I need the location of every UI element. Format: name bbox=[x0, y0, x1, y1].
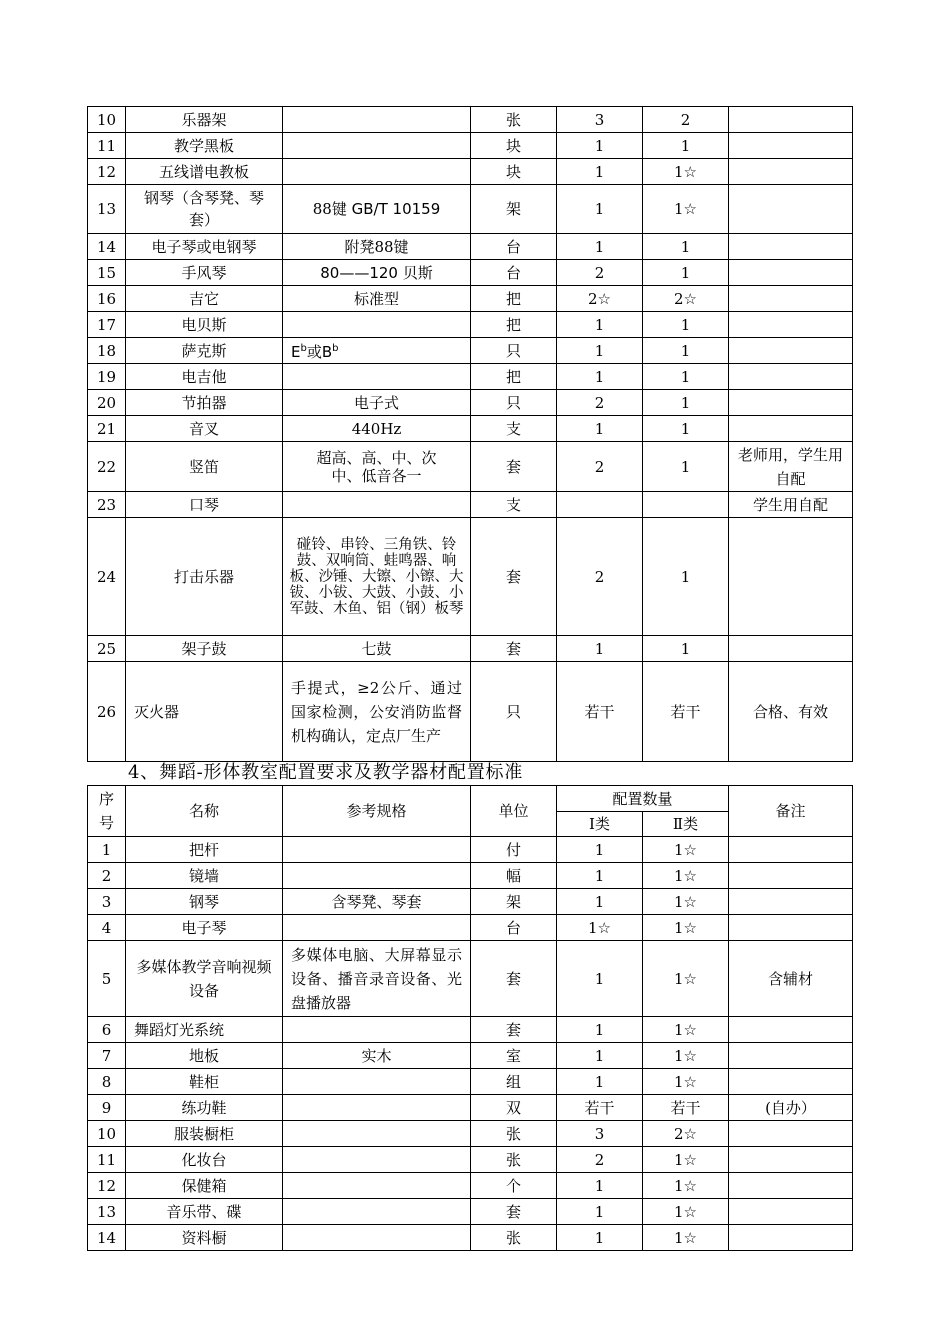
section-heading: 4、舞蹈-形体教室配置要求及教学器材配置标准 bbox=[128, 762, 524, 783]
item-name: 吉它 bbox=[126, 286, 283, 312]
qty-class-2: 1☆ bbox=[643, 1147, 729, 1173]
table-row bbox=[88, 1043, 853, 1069]
item-spec: 附凳88键 bbox=[283, 234, 471, 260]
qty-class-1: 1 bbox=[557, 234, 643, 260]
qty-class-1: 3 bbox=[557, 107, 643, 133]
item-name: 练功鞋 bbox=[126, 1095, 283, 1121]
qty-class-2: 1☆ bbox=[643, 915, 729, 941]
qty-class-1: 2 bbox=[557, 518, 643, 636]
item-spec bbox=[283, 133, 471, 159]
item-note bbox=[729, 1199, 853, 1225]
flat-sign: b bbox=[300, 343, 307, 354]
item-note bbox=[729, 133, 853, 159]
table-row bbox=[88, 286, 853, 312]
item-name: 电吉他 bbox=[126, 364, 283, 390]
item-note bbox=[729, 518, 853, 636]
qty-class-2: 1 bbox=[643, 636, 729, 662]
item-unit: 把 bbox=[471, 286, 557, 312]
item-spec bbox=[283, 107, 471, 133]
qty-class-2: 1☆ bbox=[643, 889, 729, 915]
row-number: 17 bbox=[88, 312, 126, 338]
row-number: 23 bbox=[88, 492, 126, 518]
header-name: 名称 bbox=[126, 786, 283, 837]
item-note: 老师用，学生用自配 bbox=[729, 442, 853, 492]
item-note bbox=[729, 416, 853, 442]
qty-class-1: 1 bbox=[557, 1069, 643, 1095]
spec-suffix: 贝斯 bbox=[402, 263, 433, 282]
item-note bbox=[729, 837, 853, 863]
qty-class-2: 1☆ bbox=[643, 837, 729, 863]
item-spec: 电子式 bbox=[283, 390, 471, 416]
row-number: 8 bbox=[88, 1069, 126, 1095]
qty-class-1: 1 bbox=[557, 636, 643, 662]
qty-class-2: 1 bbox=[643, 390, 729, 416]
table-row bbox=[88, 915, 853, 941]
qty-class-2: 1☆ bbox=[643, 1173, 729, 1199]
item-name: 资料橱 bbox=[126, 1225, 283, 1251]
qty-class-2: 1 bbox=[643, 260, 729, 286]
qty-class-2: 1☆ bbox=[643, 1225, 729, 1251]
spec-key-a: E bbox=[291, 343, 301, 361]
qty-class-1: 1 bbox=[557, 1199, 643, 1225]
table-row bbox=[88, 662, 853, 762]
item-unit: 张 bbox=[471, 1225, 557, 1251]
table-row bbox=[88, 107, 853, 133]
item-name: 地板 bbox=[126, 1043, 283, 1069]
table-row bbox=[88, 1225, 853, 1251]
item-unit: 只 bbox=[471, 662, 557, 762]
item-note bbox=[729, 260, 853, 286]
qty-class-2 bbox=[643, 492, 729, 518]
item-unit: 台 bbox=[471, 260, 557, 286]
item-note bbox=[729, 1147, 853, 1173]
item-name: 手风琴 bbox=[126, 260, 283, 286]
row-number: 20 bbox=[88, 390, 126, 416]
qty-class-1: 1 bbox=[557, 364, 643, 390]
item-spec bbox=[283, 1121, 471, 1147]
row-number: 11 bbox=[88, 1147, 126, 1173]
qty-class-2: 1☆ bbox=[643, 1017, 729, 1043]
header-spec: 参考规格 bbox=[283, 786, 471, 837]
item-unit: 套 bbox=[471, 442, 557, 492]
item-spec bbox=[283, 312, 471, 338]
qty-class-1: 1 bbox=[557, 338, 643, 364]
table-row bbox=[88, 863, 853, 889]
dance-equipment-table bbox=[87, 785, 853, 1251]
qty-class-2: 若干 bbox=[643, 662, 729, 762]
header-unit: 单位 bbox=[471, 786, 557, 837]
item-spec bbox=[283, 1173, 471, 1199]
item-spec bbox=[283, 492, 471, 518]
item-name: 镜墙 bbox=[126, 863, 283, 889]
qty-class-1 bbox=[557, 492, 643, 518]
table-row bbox=[88, 518, 853, 636]
item-name: 架子鼓 bbox=[126, 636, 283, 662]
item-name: 保健箱 bbox=[126, 1173, 283, 1199]
item-note: 合格、有效 bbox=[729, 662, 853, 762]
row-number: 10 bbox=[88, 1121, 126, 1147]
row-number: 7 bbox=[88, 1043, 126, 1069]
item-spec: 多媒体电脑、大屏幕显示设备、播音录音设备、光盘播放器 bbox=[283, 941, 471, 1017]
item-unit: 幅 bbox=[471, 863, 557, 889]
qty-class-1: 若干 bbox=[557, 662, 643, 762]
item-unit: 组 bbox=[471, 1069, 557, 1095]
item-name: 钢琴（含琴凳、琴套） bbox=[126, 185, 283, 234]
item-unit: 块 bbox=[471, 159, 557, 185]
table-row bbox=[88, 185, 853, 234]
item-unit: 把 bbox=[471, 312, 557, 338]
qty-class-1: 2 bbox=[557, 442, 643, 492]
row-number: 12 bbox=[88, 159, 126, 185]
row-number: 15 bbox=[88, 260, 126, 286]
qty-class-2: 1☆ bbox=[643, 1069, 729, 1095]
row-number: 21 bbox=[88, 416, 126, 442]
item-unit: 架 bbox=[471, 185, 557, 234]
item-note bbox=[729, 312, 853, 338]
table-row bbox=[88, 889, 853, 915]
item-note bbox=[729, 390, 853, 416]
table-row bbox=[88, 364, 853, 390]
row-number: 19 bbox=[88, 364, 126, 390]
table-row bbox=[88, 234, 853, 260]
item-spec: 七鼓 bbox=[283, 636, 471, 662]
item-name: 服装橱柜 bbox=[126, 1121, 283, 1147]
qty-class-1: 1 bbox=[557, 837, 643, 863]
item-unit: 只 bbox=[471, 390, 557, 416]
item-note bbox=[729, 286, 853, 312]
item-unit: 张 bbox=[471, 1121, 557, 1147]
table-row bbox=[88, 1147, 853, 1173]
table-row bbox=[88, 312, 853, 338]
item-note bbox=[729, 1017, 853, 1043]
item-spec bbox=[283, 1225, 471, 1251]
row-number: 13 bbox=[88, 1199, 126, 1225]
item-unit: 只 bbox=[471, 338, 557, 364]
qty-class-1: 1 bbox=[557, 863, 643, 889]
qty-class-1: 1 bbox=[557, 185, 643, 234]
item-spec bbox=[283, 338, 471, 364]
item-note: (自办） bbox=[729, 1095, 853, 1121]
item-name: 电贝斯 bbox=[126, 312, 283, 338]
item-name: 化妆台 bbox=[126, 1147, 283, 1173]
table-row bbox=[88, 1095, 853, 1121]
qty-class-1: 2☆ bbox=[557, 286, 643, 312]
qty-class-1: 若干 bbox=[557, 1095, 643, 1121]
qty-class-2: 2☆ bbox=[643, 1121, 729, 1147]
item-name: 口琴 bbox=[126, 492, 283, 518]
row-number: 11 bbox=[88, 133, 126, 159]
qty-class-1: 1 bbox=[557, 1017, 643, 1043]
row-number: 9 bbox=[88, 1095, 126, 1121]
row-number: 12 bbox=[88, 1173, 126, 1199]
item-note bbox=[729, 1225, 853, 1251]
row-number: 26 bbox=[88, 662, 126, 762]
qty-class-2: 1☆ bbox=[643, 185, 729, 234]
item-unit: 双 bbox=[471, 1095, 557, 1121]
item-note bbox=[729, 338, 853, 364]
table-row bbox=[88, 159, 853, 185]
header-class-2: Ⅱ类 bbox=[643, 812, 729, 837]
item-note bbox=[729, 889, 853, 915]
qty-class-1: 1 bbox=[557, 1225, 643, 1251]
item-note bbox=[729, 185, 853, 234]
qty-class-2: 1☆ bbox=[643, 1199, 729, 1225]
item-name: 灭火器 bbox=[126, 662, 283, 762]
table-row bbox=[88, 442, 853, 492]
item-name: 竖笛 bbox=[126, 442, 283, 492]
item-name: 教学黑板 bbox=[126, 133, 283, 159]
qty-class-1: 1 bbox=[557, 416, 643, 442]
item-note bbox=[729, 863, 853, 889]
table-row bbox=[88, 837, 853, 863]
table-row bbox=[88, 338, 853, 364]
item-name: 钢琴 bbox=[126, 889, 283, 915]
item-unit: 付 bbox=[471, 837, 557, 863]
qty-class-2: 1 bbox=[643, 442, 729, 492]
row-number: 24 bbox=[88, 518, 126, 636]
table-row bbox=[88, 390, 853, 416]
row-number: 1 bbox=[88, 837, 126, 863]
item-spec bbox=[283, 1095, 471, 1121]
header-quantity: 配置数量 bbox=[557, 786, 729, 812]
qty-class-2: 1☆ bbox=[643, 863, 729, 889]
table-row bbox=[88, 1173, 853, 1199]
spec-or: 或 bbox=[306, 343, 322, 361]
qty-class-2: 1 bbox=[643, 338, 729, 364]
header-row bbox=[88, 786, 853, 812]
item-unit: 套 bbox=[471, 941, 557, 1017]
item-name: 电子琴或电钢琴 bbox=[126, 234, 283, 260]
spec-range: 80——120 bbox=[320, 263, 398, 282]
item-spec bbox=[283, 1017, 471, 1043]
spec-key-b: B bbox=[321, 343, 333, 361]
qty-class-1: 1☆ bbox=[557, 915, 643, 941]
qty-class-2: 1 bbox=[643, 518, 729, 636]
item-spec bbox=[283, 1069, 471, 1095]
flat-sign: b bbox=[332, 343, 339, 354]
table-row bbox=[88, 636, 853, 662]
row-number: 14 bbox=[88, 1225, 126, 1251]
item-unit: 台 bbox=[471, 234, 557, 260]
item-unit: 支 bbox=[471, 416, 557, 442]
qty-class-1: 1 bbox=[557, 941, 643, 1017]
table-row bbox=[88, 1017, 853, 1043]
item-name: 打击乐器 bbox=[126, 518, 283, 636]
qty-class-1: 1 bbox=[557, 889, 643, 915]
item-note bbox=[729, 364, 853, 390]
item-name: 音叉 bbox=[126, 416, 283, 442]
qty-class-2: 1☆ bbox=[643, 159, 729, 185]
qty-class-1: 2 bbox=[557, 1147, 643, 1173]
row-number: 16 bbox=[88, 286, 126, 312]
qty-class-1: 1 bbox=[557, 159, 643, 185]
spec-prefix: 88键 bbox=[312, 200, 347, 218]
qty-class-1: 1 bbox=[557, 312, 643, 338]
qty-class-1: 1 bbox=[557, 1173, 643, 1199]
qty-class-1: 1 bbox=[557, 133, 643, 159]
row-number: 25 bbox=[88, 636, 126, 662]
item-spec: 标准型 bbox=[283, 286, 471, 312]
row-number: 2 bbox=[88, 863, 126, 889]
qty-class-2: 1☆ bbox=[643, 1043, 729, 1069]
item-name: 鞋柜 bbox=[126, 1069, 283, 1095]
qty-class-2: 1 bbox=[643, 234, 729, 260]
item-unit: 套 bbox=[471, 1199, 557, 1225]
item-unit: 块 bbox=[471, 133, 557, 159]
item-spec bbox=[283, 863, 471, 889]
item-name: 把杆 bbox=[126, 837, 283, 863]
item-note bbox=[729, 234, 853, 260]
qty-class-1: 1 bbox=[557, 1043, 643, 1069]
qty-class-2: 若干 bbox=[643, 1095, 729, 1121]
qty-class-1: 2 bbox=[557, 390, 643, 416]
item-name: 乐器架 bbox=[126, 107, 283, 133]
item-spec bbox=[283, 364, 471, 390]
item-spec: 实木 bbox=[283, 1043, 471, 1069]
row-number: 10 bbox=[88, 107, 126, 133]
item-note: 学生用自配 bbox=[729, 492, 853, 518]
item-name: 多媒体教学音响视频设备 bbox=[126, 941, 283, 1017]
item-unit: 套 bbox=[471, 518, 557, 636]
item-note bbox=[729, 1173, 853, 1199]
item-note bbox=[729, 636, 853, 662]
item-spec: 含琴凳、琴套 bbox=[283, 889, 471, 915]
item-spec: 手提式，≥2公斤、通过国家检测，公安消防监督机构确认，定点厂生产 bbox=[283, 662, 471, 762]
qty-class-2: 1 bbox=[643, 416, 729, 442]
row-number: 13 bbox=[88, 185, 126, 234]
header-class-1: Ⅰ类 bbox=[557, 812, 643, 837]
header-serial-number: 序号 bbox=[88, 786, 126, 837]
qty-class-2: 2 bbox=[643, 107, 729, 133]
item-note bbox=[729, 1121, 853, 1147]
item-note: 含辅材 bbox=[729, 941, 853, 1017]
row-number: 4 bbox=[88, 915, 126, 941]
item-unit: 架 bbox=[471, 889, 557, 915]
qty-class-2: 1 bbox=[643, 364, 729, 390]
header-note: 备注 bbox=[729, 786, 853, 837]
item-unit: 套 bbox=[471, 636, 557, 662]
row-number: 18 bbox=[88, 338, 126, 364]
qty-class-1: 2 bbox=[557, 260, 643, 286]
spec-standard-code: GB/T 10159 bbox=[351, 200, 441, 218]
qty-class-1: 3 bbox=[557, 1121, 643, 1147]
row-number: 3 bbox=[88, 889, 126, 915]
item-note bbox=[729, 159, 853, 185]
qty-class-2: 2☆ bbox=[643, 286, 729, 312]
item-spec bbox=[283, 185, 471, 234]
item-name: 五线谱电教板 bbox=[126, 159, 283, 185]
qty-class-2: 1 bbox=[643, 312, 729, 338]
row-number: 14 bbox=[88, 234, 126, 260]
table-row bbox=[88, 260, 853, 286]
table-row bbox=[88, 1199, 853, 1225]
item-name: 电子琴 bbox=[126, 915, 283, 941]
table-row bbox=[88, 416, 853, 442]
table-row bbox=[88, 133, 853, 159]
item-note bbox=[729, 1069, 853, 1095]
item-name: 萨克斯 bbox=[126, 338, 283, 364]
row-number: 22 bbox=[88, 442, 126, 492]
table-row bbox=[88, 1121, 853, 1147]
item-unit: 把 bbox=[471, 364, 557, 390]
qty-class-2: 1☆ bbox=[643, 941, 729, 1017]
qty-class-2: 1 bbox=[643, 133, 729, 159]
item-name: 节拍器 bbox=[126, 390, 283, 416]
item-spec bbox=[283, 159, 471, 185]
row-number: 6 bbox=[88, 1017, 126, 1043]
item-unit: 张 bbox=[471, 1147, 557, 1173]
item-spec bbox=[283, 837, 471, 863]
item-note bbox=[729, 915, 853, 941]
item-unit: 套 bbox=[471, 1017, 557, 1043]
item-spec: 超高、高、中、次中、低音各一 bbox=[283, 442, 471, 492]
item-spec bbox=[283, 260, 471, 286]
item-name: 舞蹈灯光系统 bbox=[126, 1017, 283, 1043]
item-note bbox=[729, 107, 853, 133]
row-number: 5 bbox=[88, 941, 126, 1017]
item-unit: 支 bbox=[471, 492, 557, 518]
table-row bbox=[88, 492, 853, 518]
item-spec bbox=[283, 915, 471, 941]
table-row bbox=[88, 1069, 853, 1095]
item-unit: 台 bbox=[471, 915, 557, 941]
item-name: 音乐带、碟 bbox=[126, 1199, 283, 1225]
item-unit: 张 bbox=[471, 107, 557, 133]
item-spec bbox=[283, 1147, 471, 1173]
music-equipment-table bbox=[87, 106, 853, 762]
item-unit: 室 bbox=[471, 1043, 557, 1069]
item-spec: 440Hz bbox=[283, 416, 471, 442]
item-note bbox=[729, 1043, 853, 1069]
table-row bbox=[88, 941, 853, 1017]
item-unit: 个 bbox=[471, 1173, 557, 1199]
item-spec: 碰铃、串铃、三角铁、铃鼓、双响筒、蛙鸣器、响板、沙锤、大镲、小镲、大钹、小钹、大鼓、小鼓、小军鼓、木鱼、铝（钢）板琴 bbox=[283, 518, 471, 636]
item-spec bbox=[283, 1199, 471, 1225]
